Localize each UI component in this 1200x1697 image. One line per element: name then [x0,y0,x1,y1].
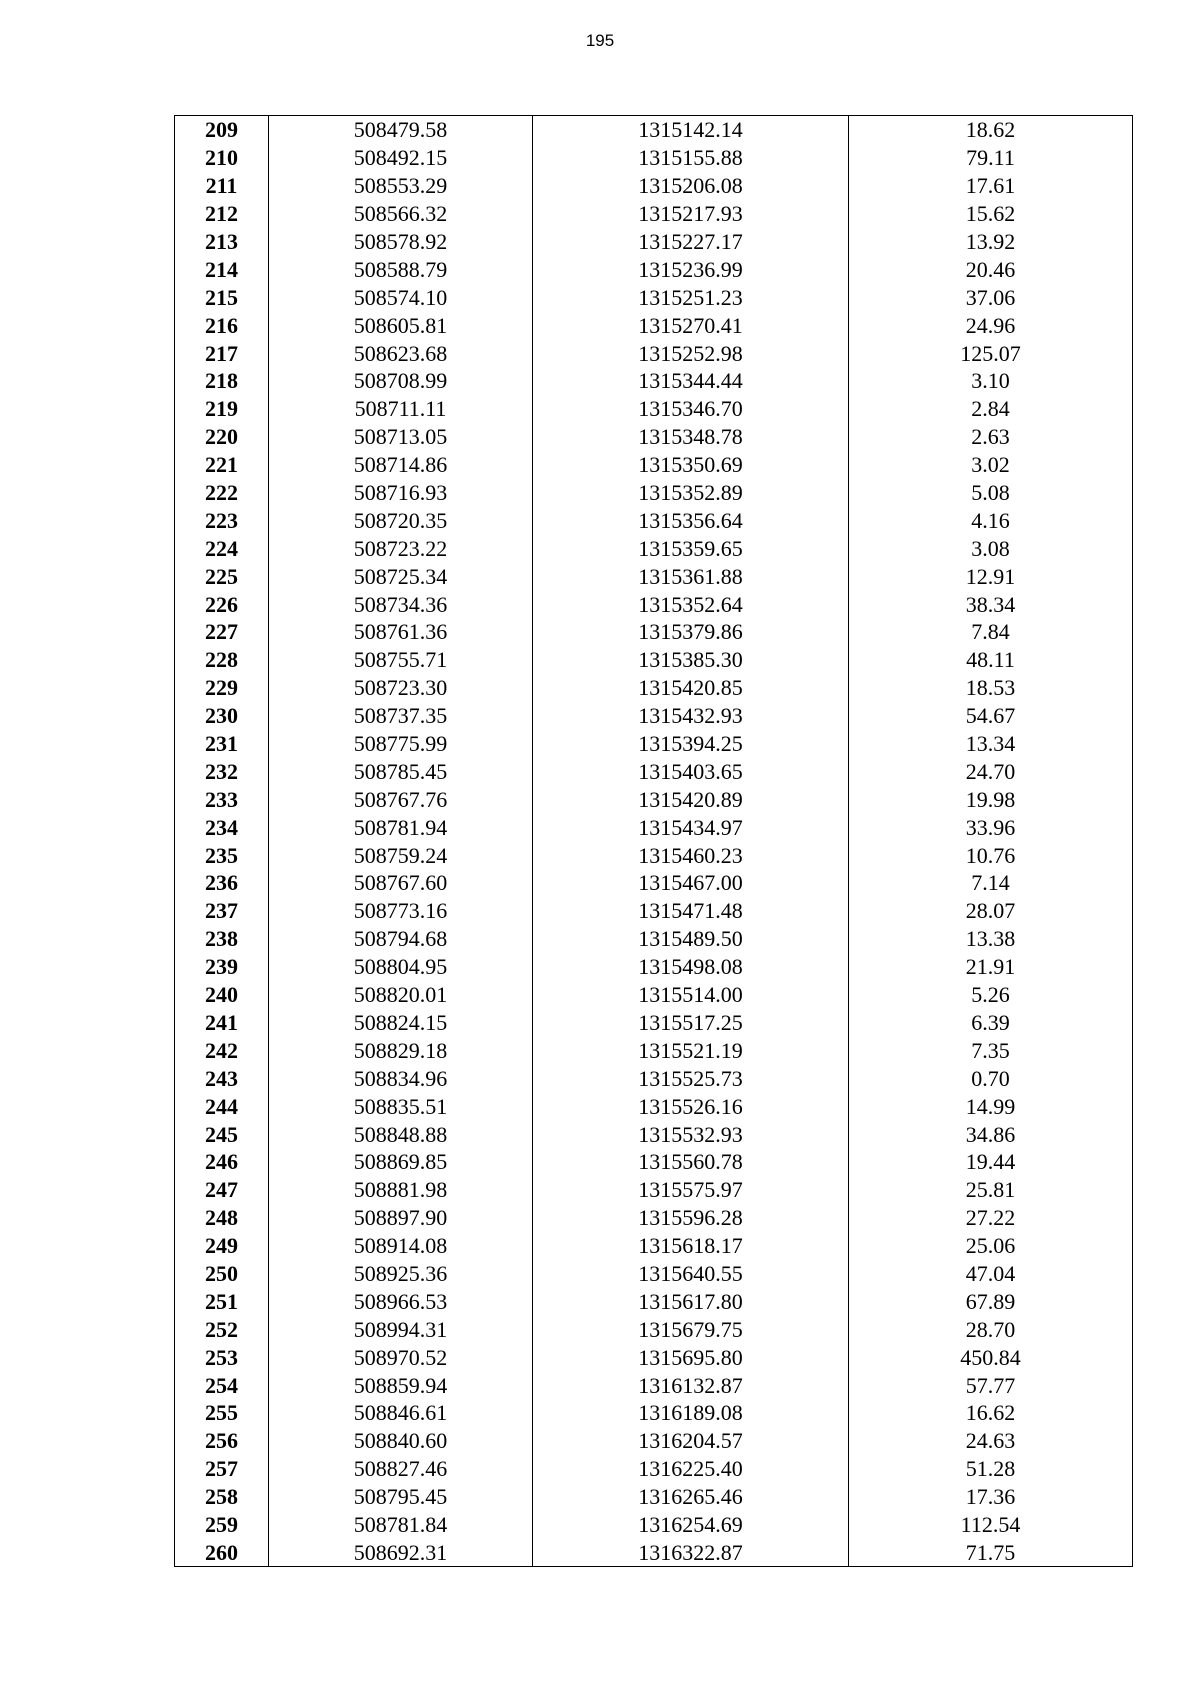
point-id-cell: 221 [175,451,269,479]
table-row [175,841,1133,869]
x-coordinate-cell: 508714.86 [269,451,533,479]
x-coordinate-cell: 508553.29 [269,172,533,200]
y-coordinate-cell: 1315352.64 [533,590,849,618]
distance-cell: 10.76 [849,841,1133,869]
point-id-cell: 254 [175,1371,269,1399]
table-row [175,785,1133,813]
x-coordinate-cell: 508588.79 [269,255,533,283]
distance-cell: 24.63 [849,1427,1133,1455]
y-coordinate-cell: 1315420.85 [533,674,849,702]
y-coordinate-cell: 1316189.08 [533,1399,849,1427]
distance-cell: 17.61 [849,172,1133,200]
y-coordinate-cell: 1315514.00 [533,981,849,1009]
point-id-cell: 242 [175,1036,269,1064]
distance-cell: 47.04 [849,1260,1133,1288]
x-coordinate-cell: 508755.71 [269,646,533,674]
distance-cell: 450.84 [849,1343,1133,1371]
y-coordinate-cell: 1315526.16 [533,1092,849,1120]
x-coordinate-cell: 508824.15 [269,1009,533,1037]
distance-cell: 54.67 [849,702,1133,730]
distance-cell: 18.53 [849,674,1133,702]
table-row [175,451,1133,479]
x-coordinate-cell: 508834.96 [269,1064,533,1092]
x-coordinate-cell: 508767.60 [269,869,533,897]
table-row [175,1371,1133,1399]
x-coordinate-cell: 508835.51 [269,1092,533,1120]
y-coordinate-cell: 1315270.41 [533,311,849,339]
point-id-cell: 260 [175,1538,269,1566]
x-coordinate-cell: 508897.90 [269,1204,533,1232]
distance-cell: 24.96 [849,311,1133,339]
table-row [175,1538,1133,1566]
y-coordinate-cell: 1315575.97 [533,1176,849,1204]
point-id-cell: 222 [175,479,269,507]
x-coordinate-cell: 508711.11 [269,395,533,423]
x-coordinate-cell: 508970.52 [269,1343,533,1371]
point-id-cell: 247 [175,1176,269,1204]
point-id-cell: 252 [175,1315,269,1343]
point-id-cell: 228 [175,646,269,674]
table-row [175,367,1133,395]
y-coordinate-cell: 1315489.50 [533,925,849,953]
distance-cell: 27.22 [849,1204,1133,1232]
y-coordinate-cell: 1315356.64 [533,506,849,534]
table-row [175,1455,1133,1483]
y-coordinate-cell: 1315525.73 [533,1064,849,1092]
y-coordinate-cell: 1315467.00 [533,869,849,897]
point-id-cell: 255 [175,1399,269,1427]
y-coordinate-cell: 1315350.69 [533,451,849,479]
y-coordinate-cell: 1315394.25 [533,730,849,758]
x-coordinate-cell: 508605.81 [269,311,533,339]
point-id-cell: 240 [175,981,269,1009]
table-row [175,311,1133,339]
distance-cell: 7.35 [849,1036,1133,1064]
x-coordinate-cell: 508720.35 [269,506,533,534]
x-coordinate-cell: 508827.46 [269,1455,533,1483]
y-coordinate-cell: 1315142.14 [533,116,849,144]
table-row [175,255,1133,283]
y-coordinate-cell: 1315617.80 [533,1287,849,1315]
coordinate-table-body [175,116,1133,1567]
table-row [175,1511,1133,1539]
x-coordinate-cell: 508869.85 [269,1148,533,1176]
distance-cell: 28.07 [849,897,1133,925]
point-id-cell: 232 [175,757,269,785]
point-id-cell: 215 [175,283,269,311]
table-row [175,1064,1133,1092]
point-id-cell: 223 [175,506,269,534]
point-id-cell: 226 [175,590,269,618]
table-row [175,1120,1133,1148]
y-coordinate-cell: 1315236.99 [533,255,849,283]
distance-cell: 6.39 [849,1009,1133,1037]
table-row [175,981,1133,1009]
point-id-cell: 256 [175,1427,269,1455]
distance-cell: 13.34 [849,730,1133,758]
point-id-cell: 234 [175,813,269,841]
distance-cell: 18.62 [849,116,1133,144]
distance-cell: 4.16 [849,506,1133,534]
x-coordinate-cell: 508734.36 [269,590,533,618]
x-coordinate-cell: 508804.95 [269,953,533,981]
x-coordinate-cell: 508775.99 [269,730,533,758]
distance-cell: 16.62 [849,1399,1133,1427]
point-id-cell: 216 [175,311,269,339]
y-coordinate-cell: 1315206.08 [533,172,849,200]
coordinate-table-container [174,115,1132,1567]
y-coordinate-cell: 1315695.80 [533,1343,849,1371]
y-coordinate-cell: 1316265.46 [533,1483,849,1511]
distance-cell: 3.10 [849,367,1133,395]
x-coordinate-cell: 508881.98 [269,1176,533,1204]
y-coordinate-cell: 1315227.17 [533,228,849,256]
distance-cell: 13.38 [849,925,1133,953]
distance-cell: 57.77 [849,1371,1133,1399]
table-row [175,479,1133,507]
point-id-cell: 237 [175,897,269,925]
x-coordinate-cell: 508713.05 [269,423,533,451]
distance-cell: 24.70 [849,757,1133,785]
distance-cell: 15.62 [849,200,1133,228]
table-row [175,1036,1133,1064]
coordinate-table [174,115,1133,1567]
y-coordinate-cell: 1316204.57 [533,1427,849,1455]
distance-cell: 5.08 [849,479,1133,507]
y-coordinate-cell: 1315379.86 [533,618,849,646]
distance-cell: 25.06 [849,1232,1133,1260]
distance-cell: 14.99 [849,1092,1133,1120]
point-id-cell: 213 [175,228,269,256]
distance-cell: 34.86 [849,1120,1133,1148]
y-coordinate-cell: 1315344.44 [533,367,849,395]
y-coordinate-cell: 1315361.88 [533,562,849,590]
point-id-cell: 245 [175,1120,269,1148]
table-row [175,1148,1133,1176]
table-row [175,1009,1133,1037]
x-coordinate-cell: 508781.84 [269,1511,533,1539]
table-row [175,869,1133,897]
distance-cell: 48.11 [849,646,1133,674]
point-id-cell: 217 [175,339,269,367]
x-coordinate-cell: 508914.08 [269,1232,533,1260]
y-coordinate-cell: 1315640.55 [533,1260,849,1288]
point-id-cell: 251 [175,1287,269,1315]
x-coordinate-cell: 508723.30 [269,674,533,702]
x-coordinate-cell: 508723.22 [269,534,533,562]
y-coordinate-cell: 1315346.70 [533,395,849,423]
point-id-cell: 236 [175,869,269,897]
point-id-cell: 214 [175,255,269,283]
x-coordinate-cell: 508708.99 [269,367,533,395]
y-coordinate-cell: 1315532.93 [533,1120,849,1148]
table-row [175,813,1133,841]
point-id-cell: 246 [175,1148,269,1176]
x-coordinate-cell: 508623.68 [269,339,533,367]
y-coordinate-cell: 1315498.08 [533,953,849,981]
point-id-cell: 249 [175,1232,269,1260]
x-coordinate-cell: 508840.60 [269,1427,533,1455]
table-row [175,1260,1133,1288]
x-coordinate-cell: 508761.36 [269,618,533,646]
x-coordinate-cell: 508773.16 [269,897,533,925]
x-coordinate-cell: 508566.32 [269,200,533,228]
x-coordinate-cell: 508795.45 [269,1483,533,1511]
table-row [175,200,1133,228]
table-row [175,1204,1133,1232]
point-id-cell: 238 [175,925,269,953]
distance-cell: 38.34 [849,590,1133,618]
table-row [175,562,1133,590]
table-row [175,590,1133,618]
x-coordinate-cell: 508794.68 [269,925,533,953]
x-coordinate-cell: 508578.92 [269,228,533,256]
x-coordinate-cell: 508767.76 [269,785,533,813]
table-row [175,1343,1133,1371]
point-id-cell: 258 [175,1483,269,1511]
distance-cell: 2.63 [849,423,1133,451]
table-row [175,1232,1133,1260]
point-id-cell: 235 [175,841,269,869]
distance-cell: 19.44 [849,1148,1133,1176]
y-coordinate-cell: 1315679.75 [533,1315,849,1343]
point-id-cell: 243 [175,1064,269,1092]
distance-cell: 21.91 [849,953,1133,981]
y-coordinate-cell: 1315348.78 [533,423,849,451]
x-coordinate-cell: 508737.35 [269,702,533,730]
point-id-cell: 230 [175,702,269,730]
point-id-cell: 209 [175,116,269,144]
x-coordinate-cell: 508846.61 [269,1399,533,1427]
y-coordinate-cell: 1315155.88 [533,144,849,172]
point-id-cell: 225 [175,562,269,590]
table-row [175,674,1133,702]
distance-cell: 37.06 [849,283,1133,311]
distance-cell: 7.14 [849,869,1133,897]
distance-cell: 112.54 [849,1511,1133,1539]
table-row [175,646,1133,674]
point-id-cell: 212 [175,200,269,228]
distance-cell: 7.84 [849,618,1133,646]
point-id-cell: 259 [175,1511,269,1539]
distance-cell: 51.28 [849,1455,1133,1483]
x-coordinate-cell: 508966.53 [269,1287,533,1315]
table-row [175,730,1133,758]
table-row [175,618,1133,646]
x-coordinate-cell: 508848.88 [269,1120,533,1148]
x-coordinate-cell: 508781.94 [269,813,533,841]
y-coordinate-cell: 1316132.87 [533,1371,849,1399]
y-coordinate-cell: 1315352.89 [533,479,849,507]
y-coordinate-cell: 1315420.89 [533,785,849,813]
table-row [175,339,1133,367]
x-coordinate-cell: 508759.24 [269,841,533,869]
y-coordinate-cell: 1315618.17 [533,1232,849,1260]
point-id-cell: 244 [175,1092,269,1120]
x-coordinate-cell: 508925.36 [269,1260,533,1288]
table-row [175,116,1133,144]
table-row [175,925,1133,953]
point-id-cell: 233 [175,785,269,813]
y-coordinate-cell: 1316322.87 [533,1538,849,1566]
distance-cell: 71.75 [849,1538,1133,1566]
distance-cell: 67.89 [849,1287,1133,1315]
table-row [175,1483,1133,1511]
table-row [175,1427,1133,1455]
x-coordinate-cell: 508479.58 [269,116,533,144]
distance-cell: 20.46 [849,255,1133,283]
table-row [175,1399,1133,1427]
point-id-cell: 210 [175,144,269,172]
distance-cell: 2.84 [849,395,1133,423]
point-id-cell: 224 [175,534,269,562]
distance-cell: 3.02 [849,451,1133,479]
y-coordinate-cell: 1315471.48 [533,897,849,925]
table-row [175,953,1133,981]
table-row [175,702,1133,730]
y-coordinate-cell: 1315251.23 [533,283,849,311]
distance-cell: 12.91 [849,562,1133,590]
distance-cell: 19.98 [849,785,1133,813]
x-coordinate-cell: 508725.34 [269,562,533,590]
y-coordinate-cell: 1315252.98 [533,339,849,367]
y-coordinate-cell: 1316254.69 [533,1511,849,1539]
table-row [175,506,1133,534]
distance-cell: 17.36 [849,1483,1133,1511]
x-coordinate-cell: 508692.31 [269,1538,533,1566]
y-coordinate-cell: 1315432.93 [533,702,849,730]
x-coordinate-cell: 508785.45 [269,757,533,785]
table-row [175,1092,1133,1120]
point-id-cell: 220 [175,423,269,451]
y-coordinate-cell: 1315460.23 [533,841,849,869]
x-coordinate-cell: 508820.01 [269,981,533,1009]
x-coordinate-cell: 508716.93 [269,479,533,507]
point-id-cell: 219 [175,395,269,423]
point-id-cell: 257 [175,1455,269,1483]
x-coordinate-cell: 508492.15 [269,144,533,172]
point-id-cell: 227 [175,618,269,646]
point-id-cell: 239 [175,953,269,981]
table-row [175,757,1133,785]
point-id-cell: 253 [175,1343,269,1371]
y-coordinate-cell: 1315403.65 [533,757,849,785]
distance-cell: 79.11 [849,144,1133,172]
point-id-cell: 241 [175,1009,269,1037]
y-coordinate-cell: 1315359.65 [533,534,849,562]
point-id-cell: 229 [175,674,269,702]
distance-cell: 13.92 [849,228,1133,256]
distance-cell: 5.26 [849,981,1133,1009]
table-row [175,1287,1133,1315]
y-coordinate-cell: 1315217.93 [533,200,849,228]
table-row [175,534,1133,562]
y-coordinate-cell: 1315596.28 [533,1204,849,1232]
distance-cell: 0.70 [849,1064,1133,1092]
point-id-cell: 250 [175,1260,269,1288]
point-id-cell: 218 [175,367,269,395]
y-coordinate-cell: 1315560.78 [533,1148,849,1176]
distance-cell: 25.81 [849,1176,1133,1204]
table-row [175,395,1133,423]
table-row [175,1176,1133,1204]
y-coordinate-cell: 1315517.25 [533,1009,849,1037]
point-id-cell: 248 [175,1204,269,1232]
x-coordinate-cell: 508859.94 [269,1371,533,1399]
y-coordinate-cell: 1315521.19 [533,1036,849,1064]
distance-cell: 33.96 [849,813,1133,841]
distance-cell: 125.07 [849,339,1133,367]
table-row [175,228,1133,256]
table-row [175,1315,1133,1343]
x-coordinate-cell: 508829.18 [269,1036,533,1064]
table-row [175,283,1133,311]
table-row [175,144,1133,172]
table-row [175,423,1133,451]
y-coordinate-cell: 1315385.30 [533,646,849,674]
page-number: 195 [585,31,615,50]
distance-cell: 3.08 [849,534,1133,562]
x-coordinate-cell: 508994.31 [269,1315,533,1343]
distance-cell: 28.70 [849,1315,1133,1343]
table-row [175,897,1133,925]
x-coordinate-cell: 508574.10 [269,283,533,311]
point-id-cell: 231 [175,730,269,758]
y-coordinate-cell: 1316225.40 [533,1455,849,1483]
point-id-cell: 211 [175,172,269,200]
table-row [175,172,1133,200]
y-coordinate-cell: 1315434.97 [533,813,849,841]
